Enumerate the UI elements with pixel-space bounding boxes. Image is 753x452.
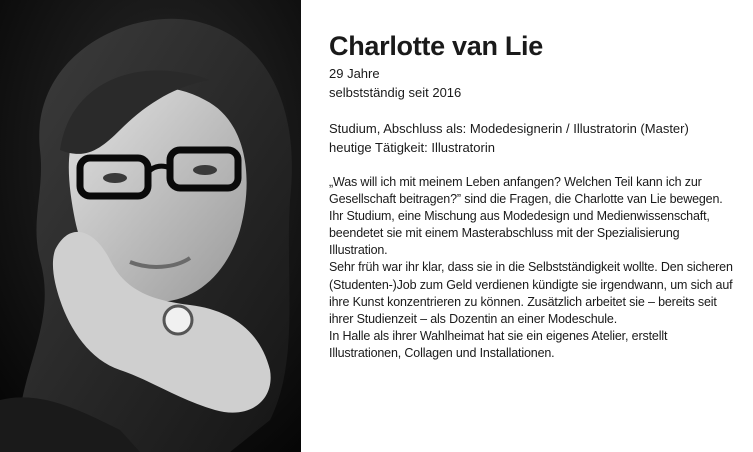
bio-paragraph-3: In Halle als ihrer Wahlheimat hat sie ein eigenes Atelier, erstellt Illustrationen, Collagen und Installationen. <box>329 328 668 360</box>
portrait-photo <box>0 0 301 452</box>
person-name: Charlotte van Lie <box>329 31 543 61</box>
profile-text <box>329 28 734 362</box>
age: 29 Jahre <box>329 66 380 81</box>
study-degree: Studium, Abschluss als: Modedesignerin / Illustratorin (Master) <box>329 121 689 136</box>
bio-paragraph-2: Sehr früh war ihr klar, dass sie in die Selbstständigkeit wollte. Den sicheren (Studenten-)Job zum Geld verdienen kündigte sie irgendwann, um sich auf ihre Kunst konzentrieren zu können. Zusätzlich arbeitet sie – bereits seit ihrer Studienzeit – als Dozentin an einer Modeschule. <box>329 260 733 326</box>
current-job: heutige Tätigkeit: Illustratorin <box>329 140 495 155</box>
bio-paragraph-1: „Was will ich mit meinem Leben anfangen? Welchen Teil kann ich zur Gesellschaft beitragen?” sind die Fragen, die Charlotte van Lie bewegen. Ihr Studium, eine Mischung aus Modedesign und Medienwissenschaft, beendetet sie mit einem Masterabschluss mit der Spezialisierung Illustration. <box>329 175 723 258</box>
self-employed-since: selbstständig seit 2016 <box>329 85 462 100</box>
portrait-illustration <box>0 0 301 452</box>
